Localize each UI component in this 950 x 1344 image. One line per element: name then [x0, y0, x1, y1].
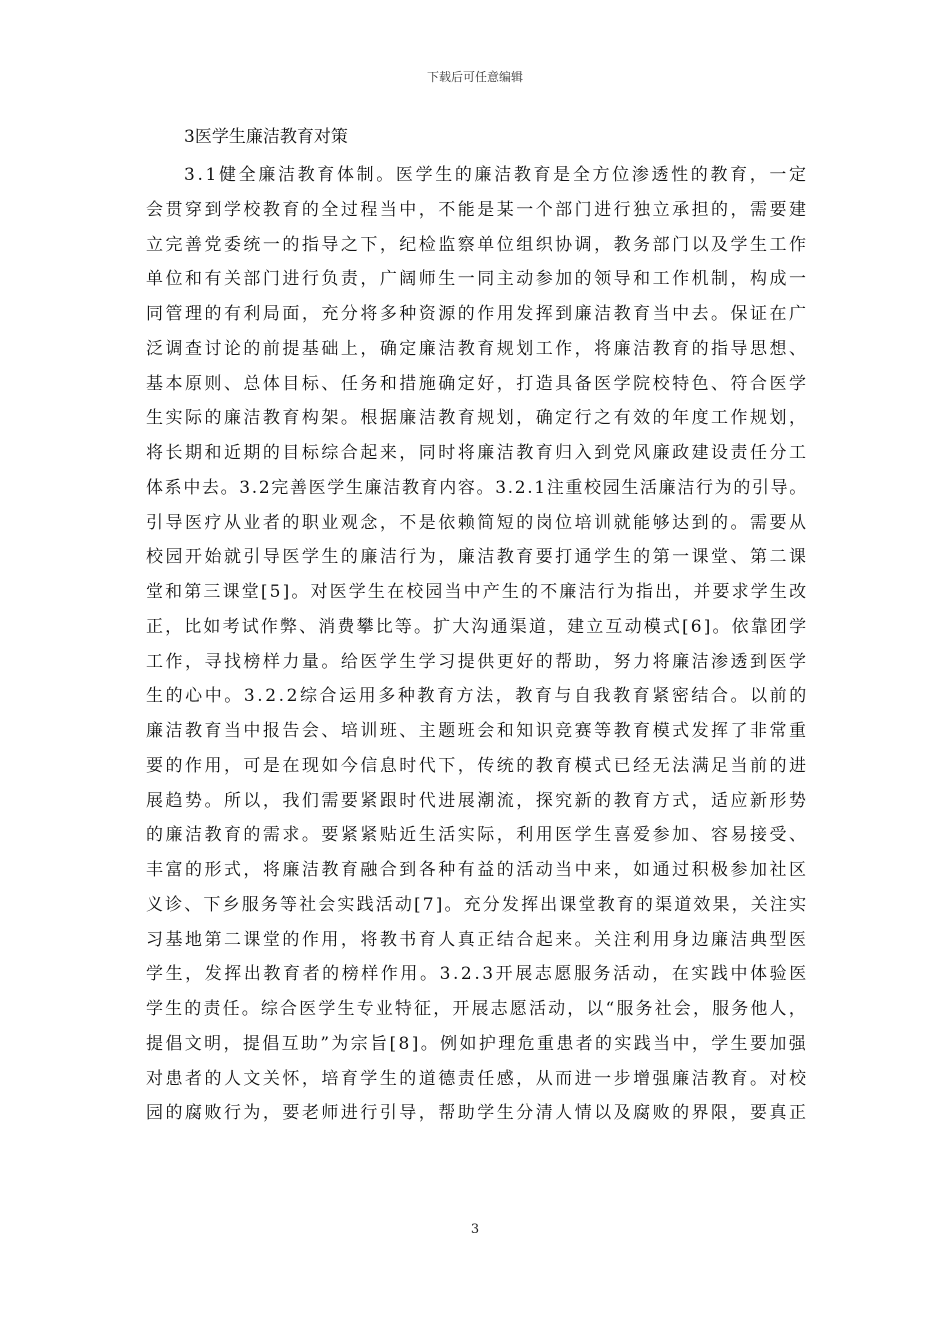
page-header: 下载后可任意编辑: [426, 70, 523, 84]
paragraph-line: 正，比如考试作弊、消费攀比等。扩大沟通渠道，建立互动模式[6]。依靠团学: [146, 616, 809, 637]
paragraph-line: 学生的责任。综合医学生专业特征，开展志愿活动，以“服务社会，服务他人，: [146, 999, 808, 1019]
paragraph-line: 生实际的廉洁教育构架。根据廉洁教育规划，确定行之有效的年度工作规划，: [146, 408, 809, 429]
paragraph-line: 生的心中。3.2.2综合运用多种教育方法，教育与自我教育紧密结合。以前的: [146, 686, 809, 707]
section-heading: 3医学生廉洁教育对策: [184, 127, 348, 147]
paragraph-line: 展趋势。所以，我们需要紧跟时代进展潮流，探究新的教育方式，适应新形势: [146, 790, 809, 811]
paragraph-line: 学生，发挥出教育者的榜样作用。3.2.3开展志愿服务活动，在实践中体验医: [146, 964, 809, 985]
paragraph-line: 堂和第三课堂[5]。对医学生在校园当中产生的不廉洁行为指出，并要求学生改: [146, 582, 809, 602]
paragraph-line: 同管理的有利局面，充分将多种资源的作用发挥到廉洁教育当中去。保证在广: [146, 304, 809, 324]
paragraph-line: 的廉洁教育的需求。要紧紧贴近生活实际，利用医学生喜爱参加、容易接受、: [146, 825, 809, 846]
paragraph-line: 单位和有关部门进行负责，广阔师生一同主动参加的领导和工作机制，构成一: [146, 269, 809, 290]
body-paragraph: [146, 158, 809, 1131]
paragraph-line: 义诊、下乡服务等社会实践活动[7]。充分发挥出课堂教育的渠道效果，关注实: [146, 894, 809, 915]
paragraph-line: 廉洁教育当中报告会、培训班、主题班会和知识竞赛等教育模式发挥了非常重: [146, 721, 809, 741]
paragraph-line: 校园开始就引导医学生的廉洁行为，廉洁教育要打通学生的第一课堂、第二课: [146, 547, 809, 568]
paragraph-line: 会贯穿到学校教育的全过程当中，不能是某一个部门进行独立承担的，需要建: [146, 199, 809, 220]
paragraph-line: 园的腐败行为，要老师进行引导，帮助学生分清人情以及腐败的界限，要真正: [146, 1103, 809, 1124]
paragraph-line: 将长期和近期的目标综合起来，同时将廉洁教育归入到党风廉政建设责任分工: [146, 443, 809, 463]
paragraph-line: 对患者的人文关怀，培育学生的道德责任感，从而进一步增强廉洁教育。对校: [146, 1068, 809, 1089]
paragraph-line: 泛调查讨论的前提基础上，确定廉洁教育规划工作，将廉洁教育的指导思想、: [146, 338, 809, 359]
paragraph-line: 立完善党委统一的指导之下，纪检监察单位组织协调，教务部门以及学生工作: [146, 234, 809, 255]
paragraph-line: 习基地第二课堂的作用，将教书育人真正结合起来。关注利用身边廉洁典型医: [146, 929, 809, 950]
paragraph-line: 工作，寻找榜样力量。给医学生学习提供更好的帮助，努力将廉洁渗透到医学: [146, 651, 809, 672]
paragraph-line: 丰富的形式，将廉洁教育融合到各种有益的活动当中来，如通过积极参加社区: [146, 860, 809, 880]
paragraph-line: 提倡文明，提倡互助”为宗旨[8]。例如护理危重患者的实践当中，学生要加强: [146, 1033, 809, 1054]
page-number: 3: [470, 1222, 480, 1237]
paragraph-line: 体系中去。3.2完善医学生廉洁教育内容。3.2.1注重校园生活廉洁行为的引导。: [146, 477, 808, 498]
paragraph-line: 要的作用，可是在现如今信息时代下，传统的教育模式已经无法满足当前的进: [146, 755, 809, 776]
paragraph-line: 3.1健全廉洁教育体制。医学生的廉洁教育是全方位渗透性的教育，一定: [184, 165, 809, 185]
paragraph-line: 基本原则、总体目标、任务和措施确定好，打造具备医学院校特色、符合医学: [146, 373, 809, 394]
paragraph-line: 引导医疗从业者的职业观念，不是依赖简短的岗位培训就能够达到的。需要从: [146, 512, 809, 533]
